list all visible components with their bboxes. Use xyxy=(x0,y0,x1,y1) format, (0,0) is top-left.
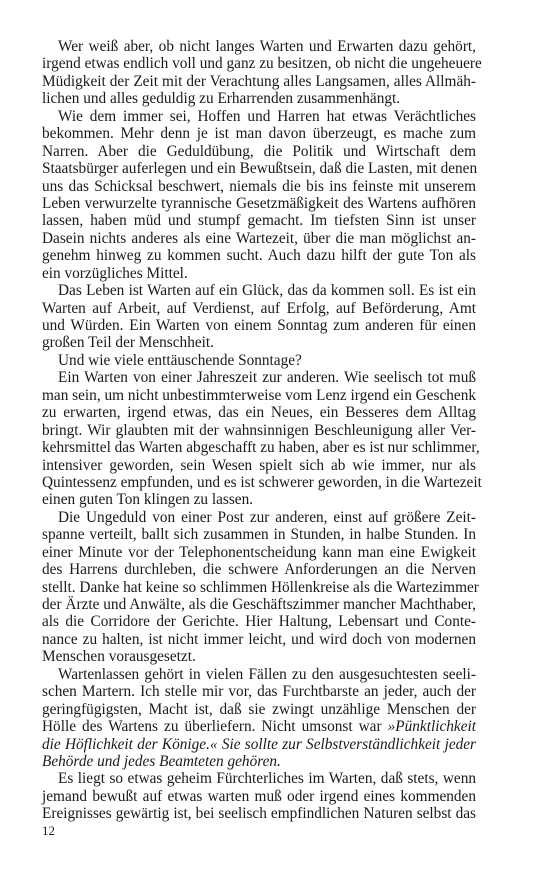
text-line: Und wie viele enttäuschende Sonntage? xyxy=(58,351,302,369)
text-line: jemand bewußt auf etwas warten muß oder irgend eines kommenden xyxy=(42,787,476,805)
text-line: intensiver geworden, sein Wesen spielt sich ab wie immer, nur als xyxy=(42,456,476,474)
text-line: als die Corridore der Gerichte. Hier Haltung, Lebensart und Conte- xyxy=(42,613,476,631)
text-line: zu erwarten, irgend etwas, das ein Neues, ein Besseres dem Alltag xyxy=(42,404,476,422)
text-line: und Würden. Ein Warten von einem Sonntag zum anderen für einen xyxy=(42,317,476,334)
text-segment: Hölle des Wartens zu überliefern. Nicht umsonst war xyxy=(42,718,382,736)
text-line: Wie dem immer sei, Hoffen und Harren hat etwas Verächtliches xyxy=(58,107,476,125)
text-line: Narren. Aber die Geduldübung, die Politik und Wirtschaft dem xyxy=(42,142,476,160)
text-line: Warten auf Arbeit, auf Verdienst, auf Erfolg, auf Beförderung, Amt xyxy=(42,299,476,317)
text-line xyxy=(42,753,476,770)
text-line: Leben verwurzelte tyrannische Gesetzmäßigkeit des Wartens aufhören xyxy=(42,194,476,212)
text-line: man sein, um nicht unbestimmterweise vom Lenz irgend ein Geschenk xyxy=(42,386,476,404)
text-line: des Harrens durchleben, die schwere Anforderungen an die Nerven xyxy=(42,561,476,579)
text-line xyxy=(42,718,476,735)
text-line: irgend etwas endlich voll und ganz zu besitzen, ob nicht die ungeheuere xyxy=(42,55,482,73)
text-line xyxy=(42,736,476,753)
text-line: schen Martern. Ich stelle mir vor, das Furchtbarste an jeder, auch der xyxy=(42,683,476,701)
text-line: Die Ungeduld von einer Post zur anderen, einst auf größere Zeit- xyxy=(58,508,476,526)
text-line: Wartenlassen gehört in vielen Fällen zu den ausgesuchtesten seeli- xyxy=(58,665,476,683)
italic-segment: Behörde und jedes Beamteten gehören. xyxy=(42,752,281,770)
text-line: einer Minute vor der Telephonentscheidung kann man eine Ewigkeit xyxy=(42,543,476,561)
text-line: Es liegt so etwas geheim Fürchterliches im Warten, daß stets, wenn xyxy=(58,770,476,788)
text-line: Wer weiß aber, ob nicht langes Warten und Erwarten dazu gehört, xyxy=(58,38,476,55)
text-line: Menschen vorausgesetzt. xyxy=(42,648,196,666)
text-line: Dasein nichts anderes als eine Wartezeit, über die man möglichst an- xyxy=(42,229,476,247)
text-line: bringt. Wir glaubten mit der wahnsinnigen Beschleunigung aller Ver- xyxy=(42,421,476,439)
text-line: genehm hinweg zu kommen sucht. Auch dazu hilft der gute Ton als xyxy=(42,247,476,265)
text-line: Ereignisses gewärtig ist, bei seelisch empfindlichen Naturen selbst das xyxy=(42,805,476,823)
text-line: uns das Schicksal beschwert, niemals die bis ins feinste mit unserem xyxy=(42,177,476,195)
text-line: der Ärzte und Anwälte, als die Geschäftszimmer mancher Machthaber, xyxy=(42,596,476,613)
text-line: Staatsbürger auferlegen und ein Bewußtsein, daß die Lasten, mit denen xyxy=(42,160,478,178)
text-line: Müdigkeit der Zeit mit der Verachtung alles Langsamen, alles Allmäh- xyxy=(42,72,476,90)
page-number: 12 xyxy=(42,823,55,838)
text-line: nance zu halten, ist nicht immer leicht, und wird doch von modernen xyxy=(42,630,476,648)
text-line: Das Leben ist Warten auf ein Glück, das da kommen soll. Es ist ein xyxy=(58,282,476,300)
text-line: Quintessenz empfunden, und es ist schwerer geworden, in die Wartezeit xyxy=(42,473,482,491)
text-line: bekommen. Mehr denn je ist man davon überzeugt, es mache zum xyxy=(42,125,476,143)
text-line: stellt. Danke hat keine so schlimmen Höllenkreise als die Wartezimmer xyxy=(42,578,479,596)
text-line: kehrsmittel das Warten abgeschafft zu haben, aber es ist nur schlimmer, xyxy=(42,439,480,457)
italic-segment: die Höflichkeit der Könige.« xyxy=(42,735,218,753)
text-line: lichen und alles geduldig zu Erharrenden zusammenhängt. xyxy=(42,90,401,108)
italic-segment: »Pünktlichkeit xyxy=(387,718,476,736)
text-line: geringfügigsten, Macht ist, daß sie zwingt unzählige Menschen der xyxy=(42,700,476,718)
text-line: spanne verteilt, ballt sich zusammen in Stunden, in halbe Stunden. In xyxy=(42,526,476,544)
document-page xyxy=(42,38,482,823)
italic-segment: Sie sollte zur Selbstverständlichkeit jeder xyxy=(217,735,476,753)
text-line: ein vorzügliches Mittel. xyxy=(42,264,188,282)
text-line: lassen, haben müd und stumpf gemacht. Im tiefsten Sinn ist unser xyxy=(42,212,476,230)
text-line: Ein Warten von einer Jahreszeit zur anderen. Wie seelisch tot muß xyxy=(58,369,476,387)
text-line: großen Teil der Menschheit. xyxy=(42,334,214,352)
text-line: einen guten Ton klingen zu lassen. xyxy=(42,491,254,509)
